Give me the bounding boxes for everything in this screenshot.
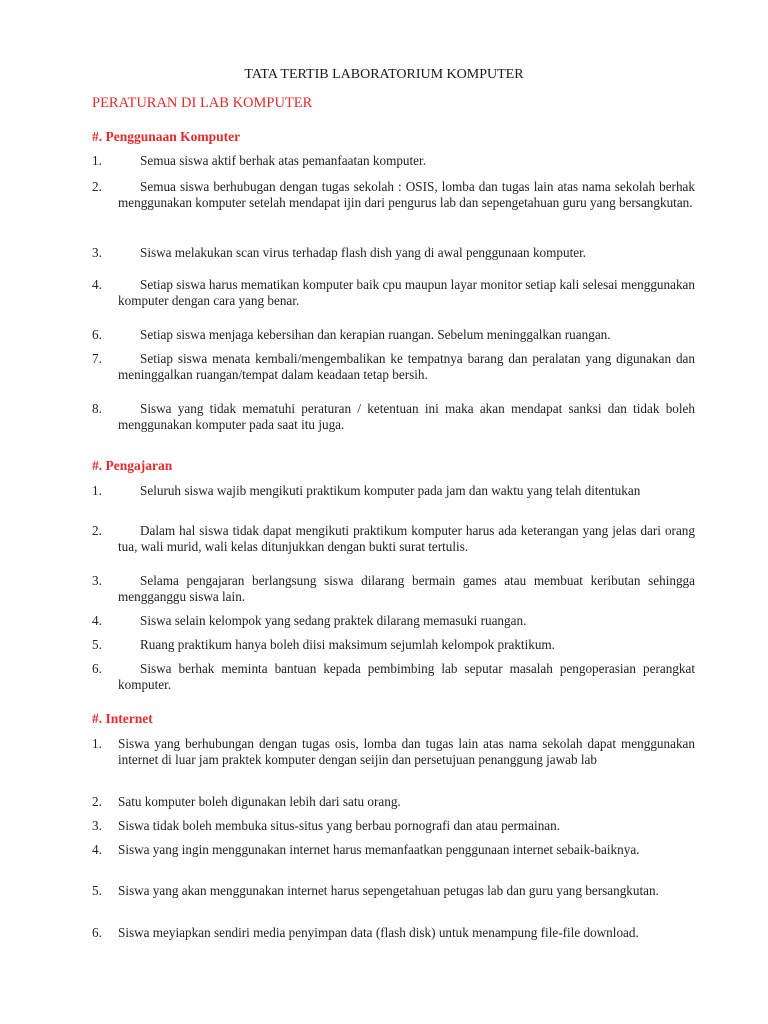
item-number: 1. [92,153,102,168]
item-text: Siswa yang akan menggunakan internet harus sepengetahuan petugas lab dan guru yang bersangkutan. [118,883,659,898]
item-text: Setiap siswa harus mematikan komputer baik cpu maupun layar monitor setiap kali selesai menggunakan komputer dengan cara yang benar. [118,277,695,308]
item-text: Siswa tidak boleh membuka situs-situs yang berbau pornografi dan atau permainan. [118,818,561,833]
item-text: Satu komputer boleh digunakan lebih dari satu orang. [118,794,401,809]
section-heading-internet: #. Internet [92,711,153,726]
item-number: 8. [92,401,102,416]
list-item [92,736,695,768]
item-text: Siswa yang tidak mematuhi peraturan / ketentuan ini maka akan mendapat sanksi dan tidak boleh menggunakan komputer pada saat itu juga. [118,401,695,432]
list-item [92,637,695,653]
list-item [92,245,695,261]
item-text: Siswa meyiapkan sendiri media penyimpan data (flash disk) untuk menampung file-file download. [118,925,639,940]
item-text: Siswa melakukan scan virus terhadap flash dish yang di awal penggunaan komputer. [140,245,587,260]
item-number: 4. [92,277,102,292]
item-text: Semua siswa berhubugan dengan tugas sekolah : OSIS, lomba dan tugas lain atas nama sekolah berhak menggunakan komputer setelah mendapat ijin dari pengurus lab dan sepengetahuan guru yang bersangkutan. [118,179,695,210]
list-item [92,153,695,169]
list-item [92,573,695,605]
list-item [92,794,695,810]
item-number: 4. [92,842,102,857]
list-item [92,483,695,499]
item-number: 5. [92,637,102,652]
list-item [92,179,695,211]
item-text: Seluruh siswa wajib mengikuti praktikum komputer pada jam dan waktu yang telah ditentukan [140,483,641,498]
item-text: Siswa selain kelompok yang sedang praktek dilarang memasuki ruangan. [140,613,527,628]
main-heading: PERATURAN DI LAB KOMPUTER [92,95,313,111]
list-item [92,613,695,629]
item-text: Setiap siswa menata kembali/mengembalikan ke tempatnya barang dan peralatan yang digunakan dan meninggalkan ruangan/tempat dalam keadaan tetap bersih. [118,351,695,382]
list-item [92,818,695,834]
item-number: 2. [92,523,102,538]
item-text: Ruang praktikum hanya boleh diisi maksimum sejumlah kelompok praktikum. [140,637,555,652]
item-number: 2. [92,179,102,194]
item-number: 3. [92,818,102,833]
item-number: 6. [92,925,102,940]
item-number: 4. [92,613,102,628]
item-text: Semua siswa aktif berhak atas pemanfaatan komputer. [140,153,426,168]
item-text: Siswa yang ingin menggunakan internet harus memanfaatkan penggunaan internet sebaik-baiknya. [118,842,640,857]
item-number: 6. [92,661,102,676]
list-item [92,661,695,693]
item-number: 1. [92,736,102,751]
list-item [92,277,695,309]
item-number: 6. [92,327,102,342]
item-number: 5. [92,883,102,898]
item-number: 3. [92,245,102,260]
section-heading-penggunaan: #. Penggunaan Komputer [92,129,241,144]
list-item [92,327,695,343]
list-item [92,523,695,555]
list-item [92,883,695,899]
section-heading-pengajaran: #. Pengajaran [92,458,173,473]
item-number: 7. [92,351,102,366]
item-number: 2. [92,794,102,809]
item-text: Dalam hal siswa tidak dapat mengikuti praktikum komputer harus ada keterangan yang jelas dari orang tua, wali murid, wali kelas ditunjukkan dengan bukti surat tertulis. [118,523,695,554]
item-text: Siswa berhak meminta bantuan kepada pembimbing lab seputar masalah pengoperasian perangkat komputer. [118,661,695,692]
list-item [92,842,695,858]
document-title: TATA TERTIB LABORATORIUM KOMPUTER [244,67,524,82]
item-text: Siswa yang berhubungan dengan tugas osis, lomba dan tugas lain atas nama sekolah dapat menggunakan internet di luar jam praktek komputer dengan seijin dan persetujuan penanggung jawab lab [118,736,695,767]
list-item [92,925,695,941]
list-item [92,351,695,383]
item-text: Setiap siswa menjaga kebersihan dan kerapian ruangan. Sebelum meninggalkan ruangan. [140,327,611,342]
list-item [92,401,695,433]
item-text: Selama pengajaran berlangsung siswa dilarang bermain games atau membuat keributan sehingga mengganggu siswa lain. [118,573,695,604]
item-number: 3. [92,573,102,588]
item-number: 1. [92,483,102,498]
